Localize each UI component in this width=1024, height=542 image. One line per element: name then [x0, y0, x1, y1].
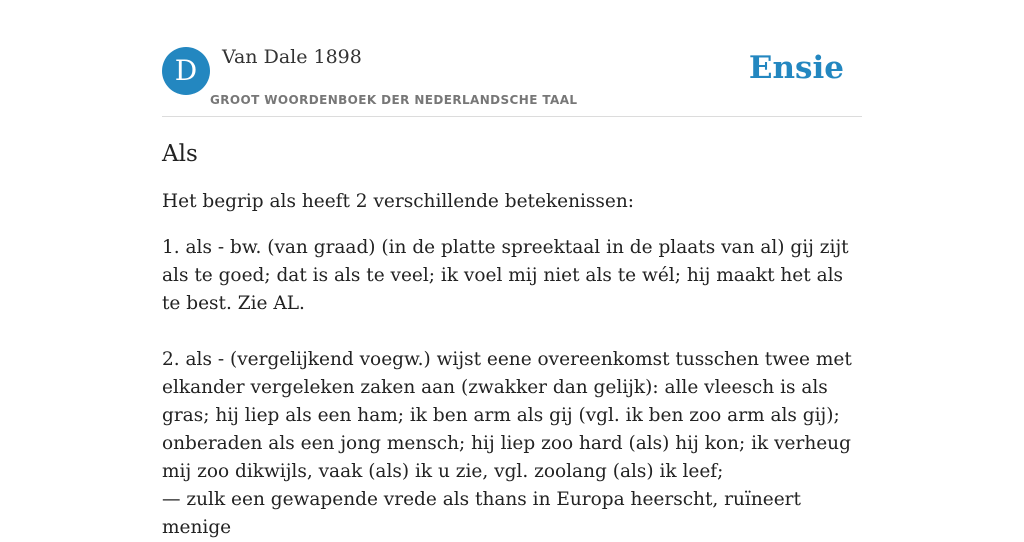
definition-item	[162, 234, 862, 318]
entry-intro: Het begrip als heeft 2 verschillende betekenissen:	[162, 191, 635, 212]
dictionary-subtitle: GROOT WOORDENBOEK DER NEDERLANDSCHE TAAL	[210, 93, 578, 107]
definition-text: 2. als - (vergelijkend voegw.) wijst eene overeenkomst tusschen twee met elkander vergeleken zaken aan (zwakker dan gelijk): alle vleesch is als gras; hij liep als een ham; ik ben arm als gij (vgl. ik ben zoo arm als gij); onberaden als een jong mensch; hij liep zoo hard (als) hij kon; ik verheug mij zoo dikwijls, vaak (als) ik u zie, vgl. zoolang (als) ik leef;	[162, 349, 852, 482]
definition-text: — zulk een gewapende vrede als thans in Europa heerscht, ruïneert menige	[162, 489, 801, 538]
definition-list	[162, 234, 862, 542]
entry-content	[162, 138, 862, 542]
dictionary-logo-icon[interactable]: D	[162, 47, 210, 95]
definition-item	[162, 346, 862, 542]
entry-title: Als	[162, 141, 198, 167]
site-header	[162, 46, 862, 117]
definition-text: 1. als - bw. (van graad) (in de platte spreektaal in de plaats van al) gij zijt als te goed; dat is als te veel; ik voel mij niet als te wél; hij maakt het als te best. Zie AL.	[162, 237, 849, 314]
dictionary-title[interactable]: Van Dale 1898	[222, 46, 362, 68]
ensie-brand-logo[interactable]: Ensie	[748, 50, 844, 86]
